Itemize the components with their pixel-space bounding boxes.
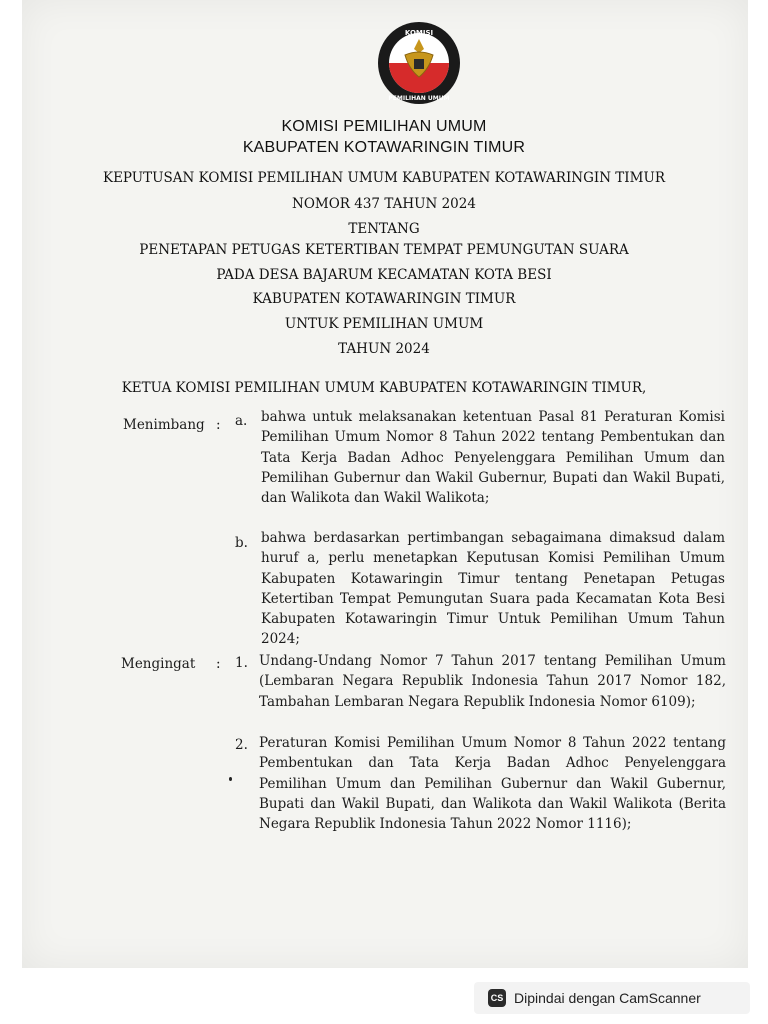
menimbang-colon: : (216, 417, 221, 433)
title-line-3: TENTANG (348, 221, 420, 237)
camscanner-watermark (474, 982, 750, 1014)
camscanner-text: Dipindai dengan CamScanner (514, 990, 701, 1006)
ketua-line: KETUA KOMISI PEMILIHAN UMUM KABUPATEN KOTAWARINGIN TIMUR, (121, 380, 647, 396)
title-line-8: TAHUN 2024 (338, 341, 430, 357)
header-line-1: KOMISI PEMILIHAN UMUM (281, 118, 487, 135)
title-line-2: NOMOR 437 TAHUN 2024 (292, 196, 476, 212)
logo-text-bottom: PEMILIHAN UMUM (388, 95, 450, 102)
title-line-7: UNTUK PEMILIHAN UMUM (284, 316, 484, 332)
title-line-6: KABUPATEN KOTAWARINGIN TIMUR (252, 291, 516, 307)
mengingat-2-marker: 2. (235, 737, 248, 753)
mengingat-colon: : (216, 656, 221, 672)
logo-text-top: KOMISI (404, 29, 434, 37)
mengingat-2-text: Peraturan Komisi Pemilihan Umum Nomor 8 Tahun 2022 tentang Pembentukan dan Tata Kerja Badan Adhoc Penyelenggara Pemilihan Umum dan Pemilihan Gubernur dan Wakil Gubernur, Bupati dan Wakil Bupati, dan Walikota dan Wakil Walikota (Berita Negara Republik Indonesia Tahun 2022 Nomor 1116); (259, 735, 726, 833)
menimbang-a-text: bahwa untuk melaksanakan ketentuan Pasal 81 Peraturan Komisi Pemilihan Umum Nomor 8 Tahun 2022 tentang Pembentukan dan Tata Kerja Badan Adhoc Penyelenggara Pemilihan Umum dan Pemilihan Gubernur dan Wakil Gubernur, Bupati dan Wakil Bupati, dan Walikota dan Wakil Walikota; (261, 409, 725, 507)
camscanner-logo-icon: CS (488, 989, 506, 1007)
menimbang-a-marker: a. (235, 413, 248, 429)
title-line-4: PENETAPAN PETUGAS KETERTIBAN TEMPAT PEMUNGUTAN SUARA (139, 242, 629, 258)
kpu-logo-emblem (377, 21, 461, 105)
title-line-5: PADA DESA BAJARUM KECAMATAN KOTA BESI (216, 267, 552, 283)
menimbang-b-text: bahwa berdasarkan pertimbangan sebagaimana dimaksud dalam huruf a, perlu menetapkan Keputusan Komisi Pemilihan Umum Kabupaten Kotawaringin Timur tentang Penetapan Petugas Ketertiban Tempat Pemungutan Suara pada Kecamatan Kota Besi Kabupaten Kotawaringin Timur Untuk Pemilihan Umum Tahun 2024; (261, 530, 725, 648)
title-line-1: KEPUTUSAN KOMISI PEMILIHAN UMUM KABUPATEN KOTAWARINGIN TIMUR (102, 170, 666, 186)
mengingat-1-text: Undang-Undang Nomor 7 Tahun 2017 tentang Pemilihan Umum (Lembaran Negara Republik Indonesia Tahun 2017 Nomor 182, Tambahan Lembaran Negara Republik Indonesia Nomor 6109); (259, 653, 726, 710)
menimbang-b-marker: b. (235, 535, 248, 551)
mengingat-1-marker: 1. (235, 655, 248, 671)
menimbang-label: Menimbang (123, 417, 205, 433)
header-line-2: KABUPATEN KOTAWARINGIN TIMUR (242, 139, 526, 156)
ink-speck (229, 777, 232, 781)
mengingat-label: Mengingat (121, 656, 196, 672)
